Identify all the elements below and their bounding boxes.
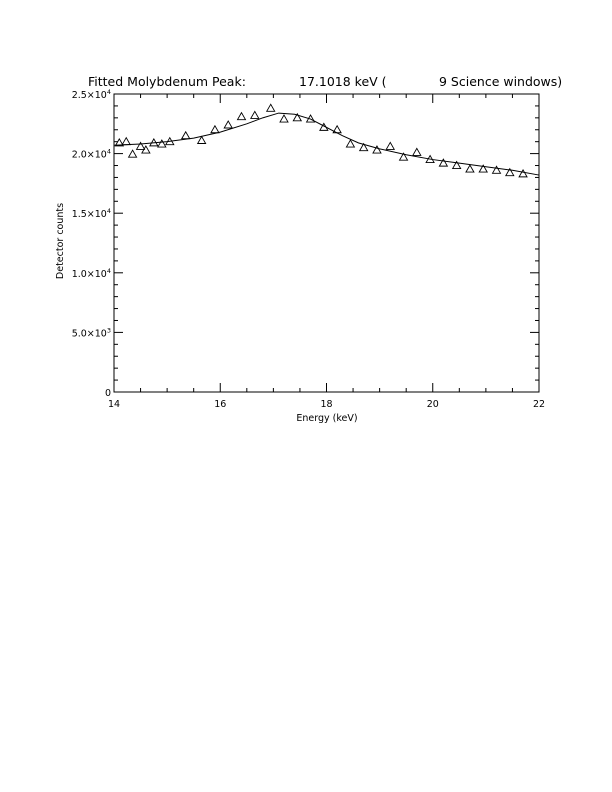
data-point-triangle: [198, 136, 206, 143]
y-tick-mantissa: 1.0×10: [71, 268, 107, 280]
y-axis-label: Detector counts: [55, 202, 66, 280]
data-point-triangle: [251, 111, 259, 118]
data-point-triangle: [413, 148, 421, 155]
y-tick-mantissa: 2.5×10: [71, 90, 107, 101]
y-tick-exponent: 4: [106, 88, 111, 96]
chart-title-part-3: 9 Science windows): [439, 74, 563, 89]
y-tick-mantissa: 2.0×10: [71, 149, 107, 161]
y-tick-label: [105, 388, 111, 399]
y-tick-label: [72, 88, 111, 101]
data-point-triangle: [211, 126, 219, 133]
y-tick-mantissa: 1.5×10: [71, 209, 107, 221]
y-tick-mantissa: 5.0×10: [71, 328, 107, 340]
data-point-triangle: [386, 142, 394, 149]
chart-title-part-1: Fitted Molybdenum Peak:: [88, 74, 246, 89]
data-point-triangle: [129, 150, 137, 157]
x-tick-label: 18: [320, 399, 333, 410]
x-tick-label: 22: [532, 399, 546, 410]
x-tick-label: 16: [214, 399, 227, 410]
y-tick-label: [72, 326, 111, 339]
data-point-triangle: [158, 140, 166, 147]
y-tick-label: [72, 207, 111, 220]
data-point-triangle: [280, 115, 288, 122]
y-tick-exponent: 4: [106, 266, 111, 275]
y-tick-exponent: 3: [106, 326, 111, 335]
data-point-triangle: [466, 165, 474, 172]
y-tick-mantissa: 0: [104, 388, 111, 399]
y-tick-exponent: 4: [106, 207, 111, 216]
y-tick-label: [72, 148, 111, 161]
y-tick-label: [72, 267, 111, 280]
data-point-triangle: [519, 170, 527, 177]
plot-frame: [114, 94, 539, 392]
chart-title-part-2: 17.1018 keV (: [299, 74, 387, 89]
data-point-triangle: [346, 140, 354, 147]
x-axis-label: Energy (keV): [296, 413, 358, 424]
x-tick-label: 14: [107, 399, 121, 410]
fit-line: [114, 113, 539, 175]
data-point-triangle: [238, 113, 246, 120]
data-point-triangle: [182, 132, 190, 139]
y-tick-exponent: 4: [106, 147, 111, 156]
x-tick-label: 20: [426, 399, 439, 410]
data-point-triangle: [267, 104, 275, 111]
data-point-triangle: [224, 121, 232, 128]
data-point-triangle: [122, 138, 130, 145]
